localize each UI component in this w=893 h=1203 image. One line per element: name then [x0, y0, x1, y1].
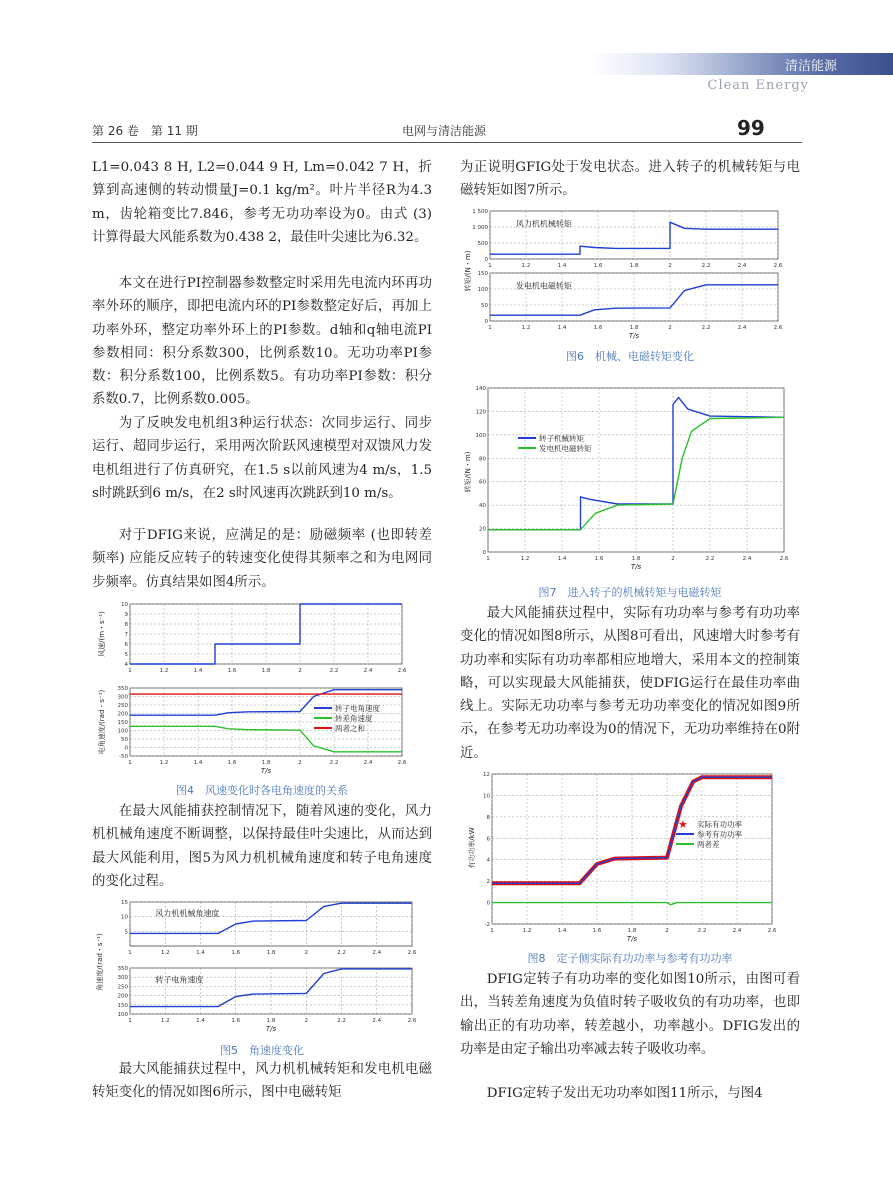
y-tick-label: 8 [486, 814, 490, 821]
y-tick-label: 140 [475, 386, 486, 392]
figure-caption: 图6 机械、电磁转矩变化 [566, 350, 694, 363]
x-tick-label: 1.8 [631, 556, 641, 562]
figure-caption: 图4 风速变化时各电角速度的关系 [176, 784, 348, 797]
legend-label: 实际有功功率 [697, 820, 742, 829]
x-tick-label: 1.6 [227, 668, 237, 674]
legend-label: 转差角速度 [335, 714, 373, 723]
x-tick-label: 2 [665, 928, 669, 934]
x-tick-label: 1 [490, 928, 494, 934]
x-tick-label: 1 [486, 556, 490, 562]
x-tick-label: 2 [671, 556, 675, 562]
x-tick-label: 1.2 [159, 668, 169, 674]
y-tick-label: 100 [117, 728, 128, 735]
y-axis-label: 电角速度/(rad・s⁻¹) [98, 689, 106, 755]
x-tick-label: 1.4 [557, 325, 567, 331]
x-tick-label: 1.8 [627, 928, 637, 934]
y-tick-label: 250 [117, 984, 128, 991]
x-tick-label: 2.6 [779, 556, 789, 562]
x-tick-label: 1.2 [160, 1018, 170, 1024]
figure-caption: 图7 进入转子的机械转矩与电磁转矩 [538, 586, 722, 599]
paragraph: 为正说明GFIG处于发电状态。进入转子的机械转矩与电磁转矩如图7所示。 [460, 160, 800, 199]
y-tick-label: 4 [486, 857, 490, 864]
x-tick-label: 1.4 [557, 928, 567, 934]
paragraph: 最大风能捕获过程中，实际有功功率与参考有功功率变化的情况如图8所示，从图8可看出，风速增大时参考有功功率和实际有功功率都相应地增大，采用本文的控制策略，可以实现最大风能捕获，使DFIG运行在最佳功率曲线上。实际无功功率与参考无功功率变化的情况如图9所示，在参考无功功率设为0的情况下，无功功率维持在0附近。 [460, 606, 800, 761]
y-tick-label: 50 [481, 303, 488, 309]
y-tick-label: 120 [475, 409, 486, 416]
y-tick-label: 200 [117, 711, 128, 718]
legend-label: 两者之和 [335, 724, 365, 733]
legend-label: 两者差 [697, 840, 720, 849]
y-tick-label: 150 [117, 1002, 128, 1009]
y-tick-label: 5 [124, 652, 128, 658]
y-tick-label: 0 [486, 900, 490, 907]
x-tick-label: 2.6 [773, 325, 783, 331]
x-tick-label: 2.4 [372, 1018, 382, 1024]
figure-7 [460, 382, 800, 574]
y-tick-label: 7 [124, 632, 128, 638]
y-tick-label: 50 [121, 737, 128, 743]
x-tick-label: 2.2 [697, 928, 707, 934]
header-rule [92, 142, 802, 143]
x-tick-label: 2.2 [705, 556, 715, 562]
x-tick-label: 1 [128, 950, 132, 956]
x-tick-label: 1.8 [261, 760, 271, 766]
x-tick-label: 2.6 [767, 928, 777, 934]
x-tick-label: 2.2 [329, 668, 339, 674]
x-tick-label: 1.2 [520, 556, 530, 562]
y-tick-label: 8 [124, 622, 128, 628]
y-tick-label: 12 [483, 772, 490, 778]
x-tick-label: 1 [488, 263, 492, 269]
x-axis-label: T/s [626, 935, 638, 943]
x-tick-label: 1.2 [521, 325, 531, 331]
y-tick-label: 40 [479, 503, 486, 510]
brand-cn: 清洁能源 [784, 59, 837, 74]
figure-5 [92, 896, 432, 1032]
y-tick-label: 6 [486, 836, 490, 843]
plot-frame [492, 774, 772, 924]
y-tick-label: 4 [124, 662, 128, 668]
y-tick-label: 6 [124, 642, 128, 648]
journal-name: 电网与清洁能源 [402, 124, 487, 138]
brand-band [590, 53, 893, 75]
x-tick-label: 1 [128, 1018, 132, 1024]
annotation-label: 转子电角速度 [155, 975, 204, 985]
x-tick-label: 1.6 [594, 556, 604, 562]
y-tick-label: 350 [117, 966, 128, 972]
x-tick-label: 1.8 [261, 668, 271, 674]
x-tick-label: 1.2 [521, 263, 531, 269]
x-tick-label: 1.4 [193, 668, 203, 674]
figure-caption: 图8 定子侧实际有功功率与参考有功功率 [527, 952, 733, 965]
x-tick-label: 1.6 [227, 760, 237, 766]
y-tick-label: 100 [475, 432, 486, 439]
x-tick-label: 2.6 [397, 668, 407, 674]
y-tick-label: 10 [483, 793, 490, 800]
y-tick-label: 1 000 [472, 225, 488, 231]
x-tick-label: 2 [668, 263, 672, 269]
legend-star-icon: ★ [678, 818, 688, 831]
brand-en: Clean Energy [707, 78, 809, 93]
paragraph: DFIG定转子有功功率的变化如图10所示，由图可看出，当转差角速度为负值时转子吸收负的有功功率，也即输出正的有功功率，转差越小，功率越小。DFIG发出的功率是由定子输出功率减去转子吸收功率。 [460, 972, 800, 1057]
paragraph: 最大风能捕获过程中，风力机机械转矩和发电机电磁转矩变化的情况如图6所示，图中电磁转矩 [92, 1062, 432, 1101]
x-tick-label: 1.8 [629, 263, 639, 269]
x-tick-label: 1.6 [231, 950, 241, 956]
x-tick-label: 1 [488, 325, 492, 331]
x-tick-label: 2 [298, 668, 302, 674]
figure-4 [92, 598, 432, 776]
x-tick-label: 1.8 [629, 325, 639, 331]
figure-6 [460, 205, 800, 343]
x-tick-label: 2 [668, 325, 672, 331]
x-tick-label: 2 [304, 1018, 308, 1024]
y-tick-label: 15 [121, 900, 128, 906]
x-tick-label: 2.2 [701, 263, 711, 269]
y-axis-label: 转矩/(N・m) [464, 451, 472, 493]
paragraph: 在最大风能捕获控制情况下，随着风速的变化，风力机机械角速度不断调整，以保持最佳叶尖速比，从而达到最大风能利用，图5为风力机机械角速度和转子电角速度的变化过程。 [92, 804, 432, 889]
x-tick-label: 1.6 [592, 928, 602, 934]
x-tick-label: 1.6 [593, 263, 603, 269]
legend-label: 发电机电磁转矩 [539, 444, 592, 453]
y-tick-label: 150 [117, 720, 128, 726]
x-axis-label: T/s [630, 563, 642, 571]
annotation-label: 风力机机械转矩 [515, 219, 572, 229]
x-tick-label: 2.2 [337, 950, 346, 956]
x-tick-label: 2.6 [397, 760, 407, 766]
annotation-label: 发电机电磁转矩 [515, 281, 572, 291]
legend-label: 转子电角速度 [335, 704, 380, 713]
x-tick-label: 1 [128, 668, 132, 674]
x-tick-label: 2.4 [363, 668, 373, 674]
y-tick-label: 100 [477, 287, 488, 293]
y-tick-label: 250 [117, 703, 128, 709]
x-tick-label: 1.6 [231, 1018, 241, 1024]
x-tick-label: 1.2 [522, 928, 532, 934]
page-number: 99 [737, 116, 765, 140]
x-tick-label: 2.6 [773, 263, 783, 269]
x-axis-label: T/s [628, 332, 640, 340]
x-tick-label: 2 [298, 760, 302, 766]
x-tick-label: 1.4 [193, 760, 203, 766]
y-axis-label: 转矩/(N・m) [464, 250, 472, 292]
x-tick-label: 2.6 [407, 1018, 417, 1024]
y-tick-label: 0 [484, 257, 488, 263]
y-tick-label: 500 [477, 241, 488, 247]
y-tick-label: 5 [124, 929, 128, 936]
y-tick-label: 0 [124, 745, 128, 752]
x-tick-label: 2.4 [732, 928, 742, 934]
x-tick-label: 2.2 [701, 325, 711, 331]
x-tick-label: 2.2 [329, 760, 339, 766]
paragraph: DFIG定转子发出无功功率如图11所示，与图4 [486, 1086, 763, 1101]
x-tick-label: 2 [304, 950, 308, 956]
y-tick-label: 300 [117, 975, 128, 982]
x-tick-label: 2.4 [737, 263, 747, 269]
y-tick-label: 200 [117, 993, 128, 1000]
x-tick-label: 1.8 [266, 950, 276, 956]
volume-info: 第 26 卷 第 11 期 [92, 124, 198, 138]
x-tick-label: 1.8 [266, 1018, 276, 1024]
y-tick-label: 60 [479, 479, 486, 486]
y-tick-label: 150 [477, 271, 488, 277]
figure-8 [460, 768, 800, 944]
x-tick-label: 2.6 [407, 950, 417, 956]
figure-caption: 图5 角速度变化 [220, 1044, 304, 1057]
x-tick-label: 2.4 [742, 556, 752, 562]
x-tick-label: 1.2 [159, 760, 169, 766]
y-tick-label: 350 [117, 686, 128, 692]
y-tick-label: 2 [486, 879, 490, 886]
y-tick-label: 9 [124, 612, 128, 618]
y-tick-label: 100 [117, 1012, 128, 1018]
x-tick-label: 1.2 [160, 950, 170, 956]
y-tick-label: -2 [484, 922, 490, 928]
y-tick-label: 10 [121, 914, 128, 921]
y-axis-label: 角速度/(rad・s⁻¹) [96, 933, 104, 991]
legend-label: 转子机械转矩 [539, 434, 584, 443]
x-tick-label: 2.2 [337, 1018, 346, 1024]
x-tick-label: 1.4 [557, 556, 567, 562]
paragraph: 为了反映发电机组3种运行状态：次同步运行、同步运行、超同步运行，采用两次阶跃风速模型对双馈风力发电机组进行了仿真研究，在1.5 s以前风速为4 m/s，1.5 s时跳跃到6 m/s，在2 s时风速再次跳跃到10 m/s。 [92, 416, 432, 501]
paragraph: 对于DFIG来说，应满足的是：励磁频率 (也即转差频率) 应能反应转子的转速变化使得其频率之和为电网同步频率。仿真结果如图4所示。 [92, 528, 432, 590]
y-tick-label: 0 [484, 319, 488, 325]
x-tick-label: 1 [128, 760, 132, 766]
x-axis-label: T/s [260, 767, 272, 775]
y-axis-label: 有功功率/kW [468, 827, 476, 869]
y-tick-label: 1 500 [472, 209, 488, 215]
y-tick-label: 80 [479, 456, 486, 463]
x-tick-label: 2.4 [372, 950, 382, 956]
paragraph: L1=0.043 8 H, L2=0.044 9 H, Lm=0.042 7 H，折算到高速侧的转动惯量J=0.1 kg/m²。叶片半径R为4.3 m，齿轮箱变比7.846，参考无功功率设为0。由式 (3) 计算得最大风能系数为0.438 2，最佳叶尖速比为6.32。 [92, 160, 432, 245]
y-tick-label: 20 [479, 526, 486, 533]
y-tick-label: 0 [482, 550, 486, 556]
x-tick-label: 1.6 [593, 325, 603, 331]
y-tick-label: 300 [117, 694, 128, 701]
x-tick-label: 1.4 [196, 1018, 205, 1024]
x-tick-label: 1.4 [557, 263, 567, 269]
legend-label: 参考有功功率 [697, 830, 742, 839]
paragraph: 本文在进行PI控制器参数整定时采用先电流内环再功率外环的顺序，即把电流内环的PI参数整定好后，再加上功率外环，整定功率外环上的PI参数。d轴和q轴电流PI参数相同：积分系数300，比例系数10。无功功率PI参数：积分系数100，比例系数5。有功功率PI参数：积分系数0.7，比例系数0.005。 [92, 276, 432, 408]
annotation-label: 风力机机械角速度 [155, 909, 220, 919]
y-axis-label: 风速/(m・s⁻¹) [98, 611, 106, 657]
x-tick-label: 1.4 [196, 950, 205, 956]
y-tick-label: 10 [121, 602, 128, 608]
y-tick-label: -50 [119, 754, 128, 760]
x-tick-label: 2.4 [363, 760, 373, 766]
x-axis-label: T/s [265, 1025, 277, 1032]
x-tick-label: 2.4 [737, 325, 747, 331]
